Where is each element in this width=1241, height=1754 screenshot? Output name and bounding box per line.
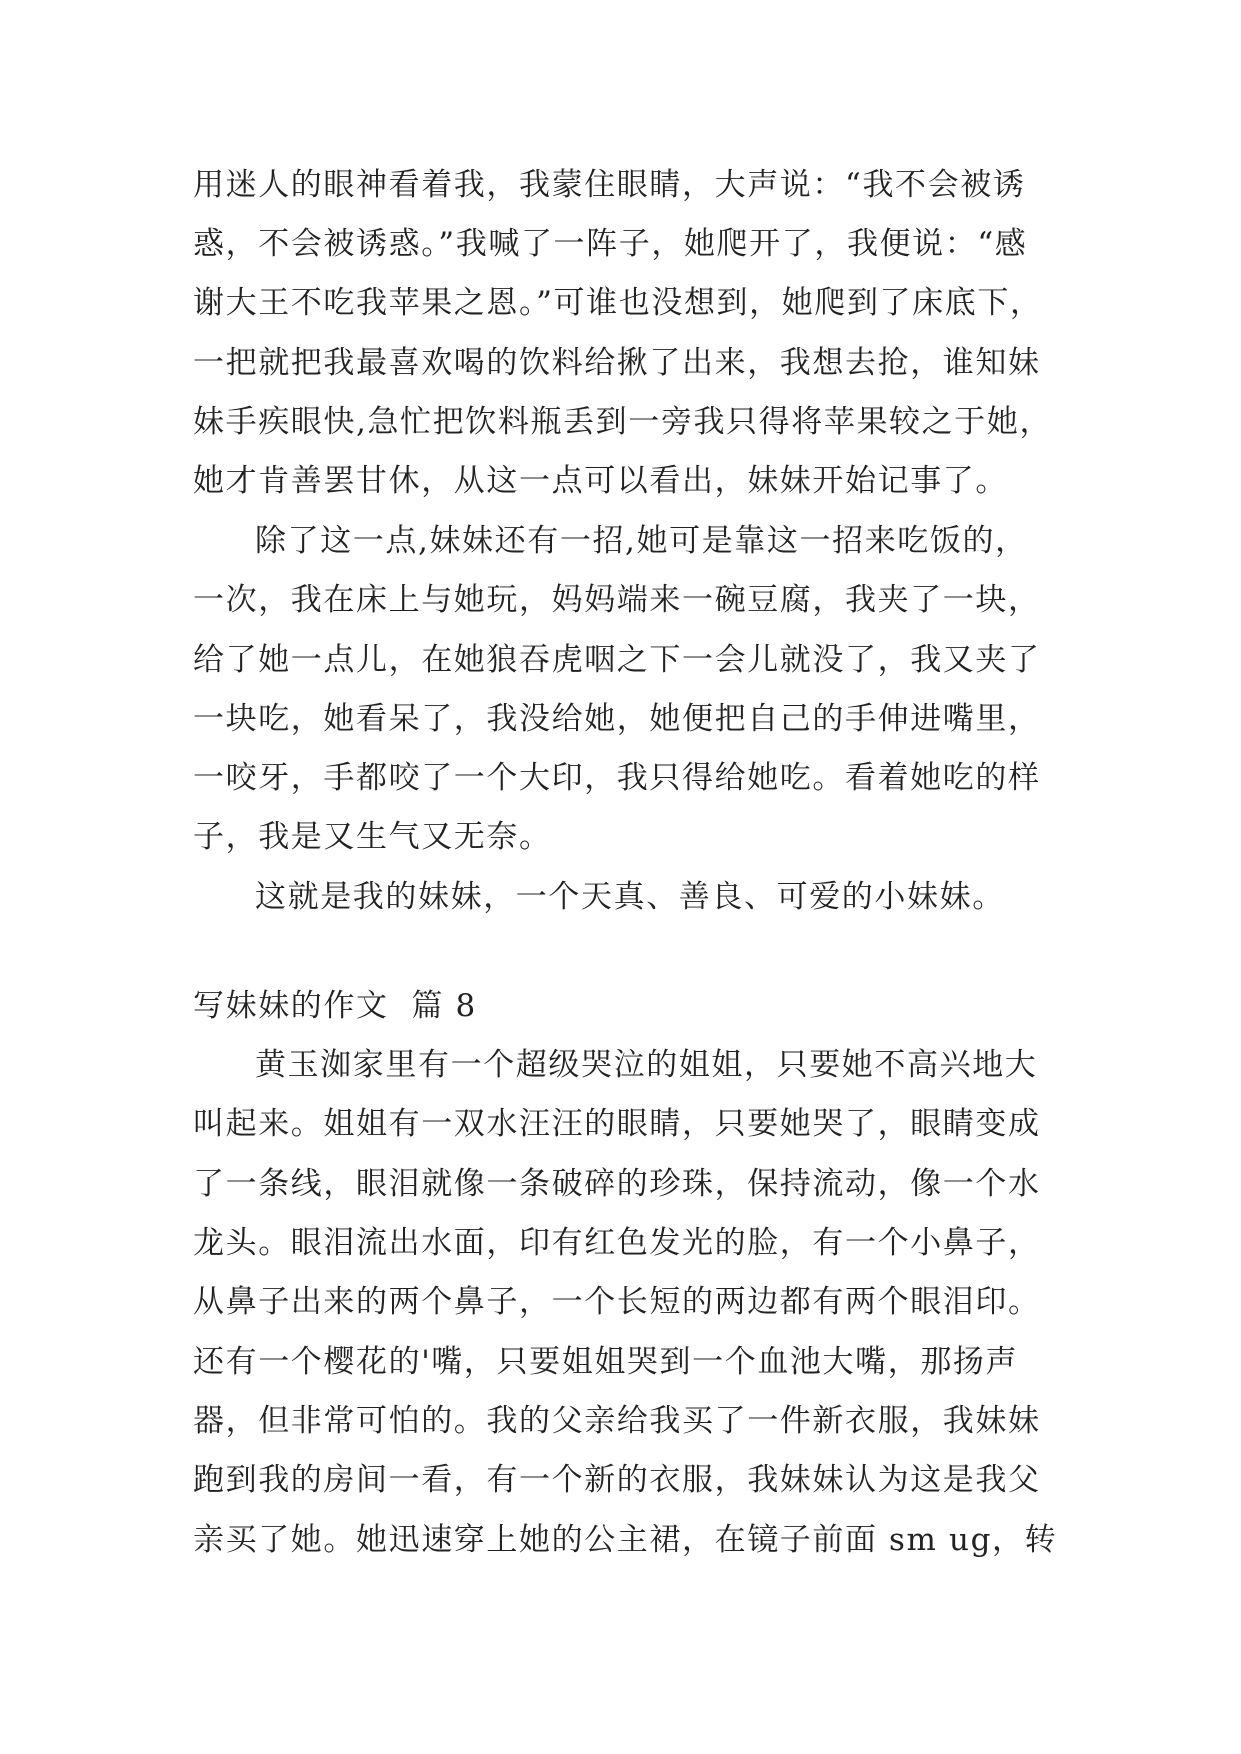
text-line: 一咬牙，手都咬了一个大印，我只得给她吃。看着她吃的样 — [193, 760, 1041, 796]
text-line: 跑到我的房间一看，有一个新的衣服，我妹妹认为这是我父 — [193, 1462, 1041, 1498]
text-line: 除了这一点,妹妹还有一招,她可是靠这一招来吃饭的， — [255, 523, 1028, 559]
text-line: 一次，我在床上与她玩，妈妈端来一碗豆腐，我夹了一块， — [193, 582, 1041, 618]
text-line: 一把就把我最喜欢喝的饮料给揪了出来，我想去抢，谁知妹 — [193, 345, 1041, 381]
text-line: 她才肯善罢甘休，从这一点可以看出，妹妹开始记事了。 — [193, 463, 1008, 499]
text-line: 一块吃，她看呆了，我没给她，她便把自己的手伸进嘴里， — [193, 701, 1041, 737]
text-line: 子，我是又生气又无奈。 — [193, 819, 552, 855]
text-line: 龙头。眼泪流出水面，印有红色发光的脸，有一个小鼻子， — [193, 1225, 1041, 1261]
text-line: 还有一个樱花的'嘴，只要姐姐哭到一个血池大嘴，那扬声 — [193, 1344, 1019, 1380]
text-line: 给了她一点儿，在她狼吞虎咽之下一会儿就没了，我又夹了 — [193, 642, 1041, 678]
text-line: 妹手疾眼快,急忙把饮料瓶丢到一旁我只得将苹果较之于她， — [193, 404, 1053, 440]
text-line: 亲买了她。她迅速穿上她的公主裙，在镜子前面 sm ug，转 — [193, 1522, 1058, 1558]
text-line: 用迷人的眼神看着我，我蒙住眼睛，大声说：“我不会被诱 — [193, 167, 1026, 203]
text-line: 叫起来。姐姐有一双水汪汪的眼睛，只要她哭了，眼睛变成 — [193, 1106, 1041, 1142]
text-line: 了一条线，眼泪就像一条破碎的珍珠，保持流动，像一个水 — [193, 1166, 1041, 1202]
text-line: 器，但非常可怕的。我的父亲给我买了一件新衣服，我妹妹 — [193, 1403, 1041, 1439]
text-line: 惑，不会被诱惑。”我喊了一阵子，她爬开了，我便说：“感 — [193, 226, 1028, 262]
section-heading: 写妹妹的作文 篇 8 — [193, 988, 477, 1024]
text-line: 黄玉洳家里有一个超级哭泣的姐姐，只要她不高兴地大 — [255, 1047, 1038, 1083]
text-line: 从鼻子出来的两个鼻子，一个长短的两边都有两个眼泪印。 — [193, 1284, 1041, 1320]
text-line: 这就是我的妹妹，一个天真、善良、可爱的小妹妹。 — [255, 879, 1005, 915]
text-line: 谢大王不吃我苹果之恩。”可谁也没想到，她爬到了床底下， — [193, 285, 1043, 321]
